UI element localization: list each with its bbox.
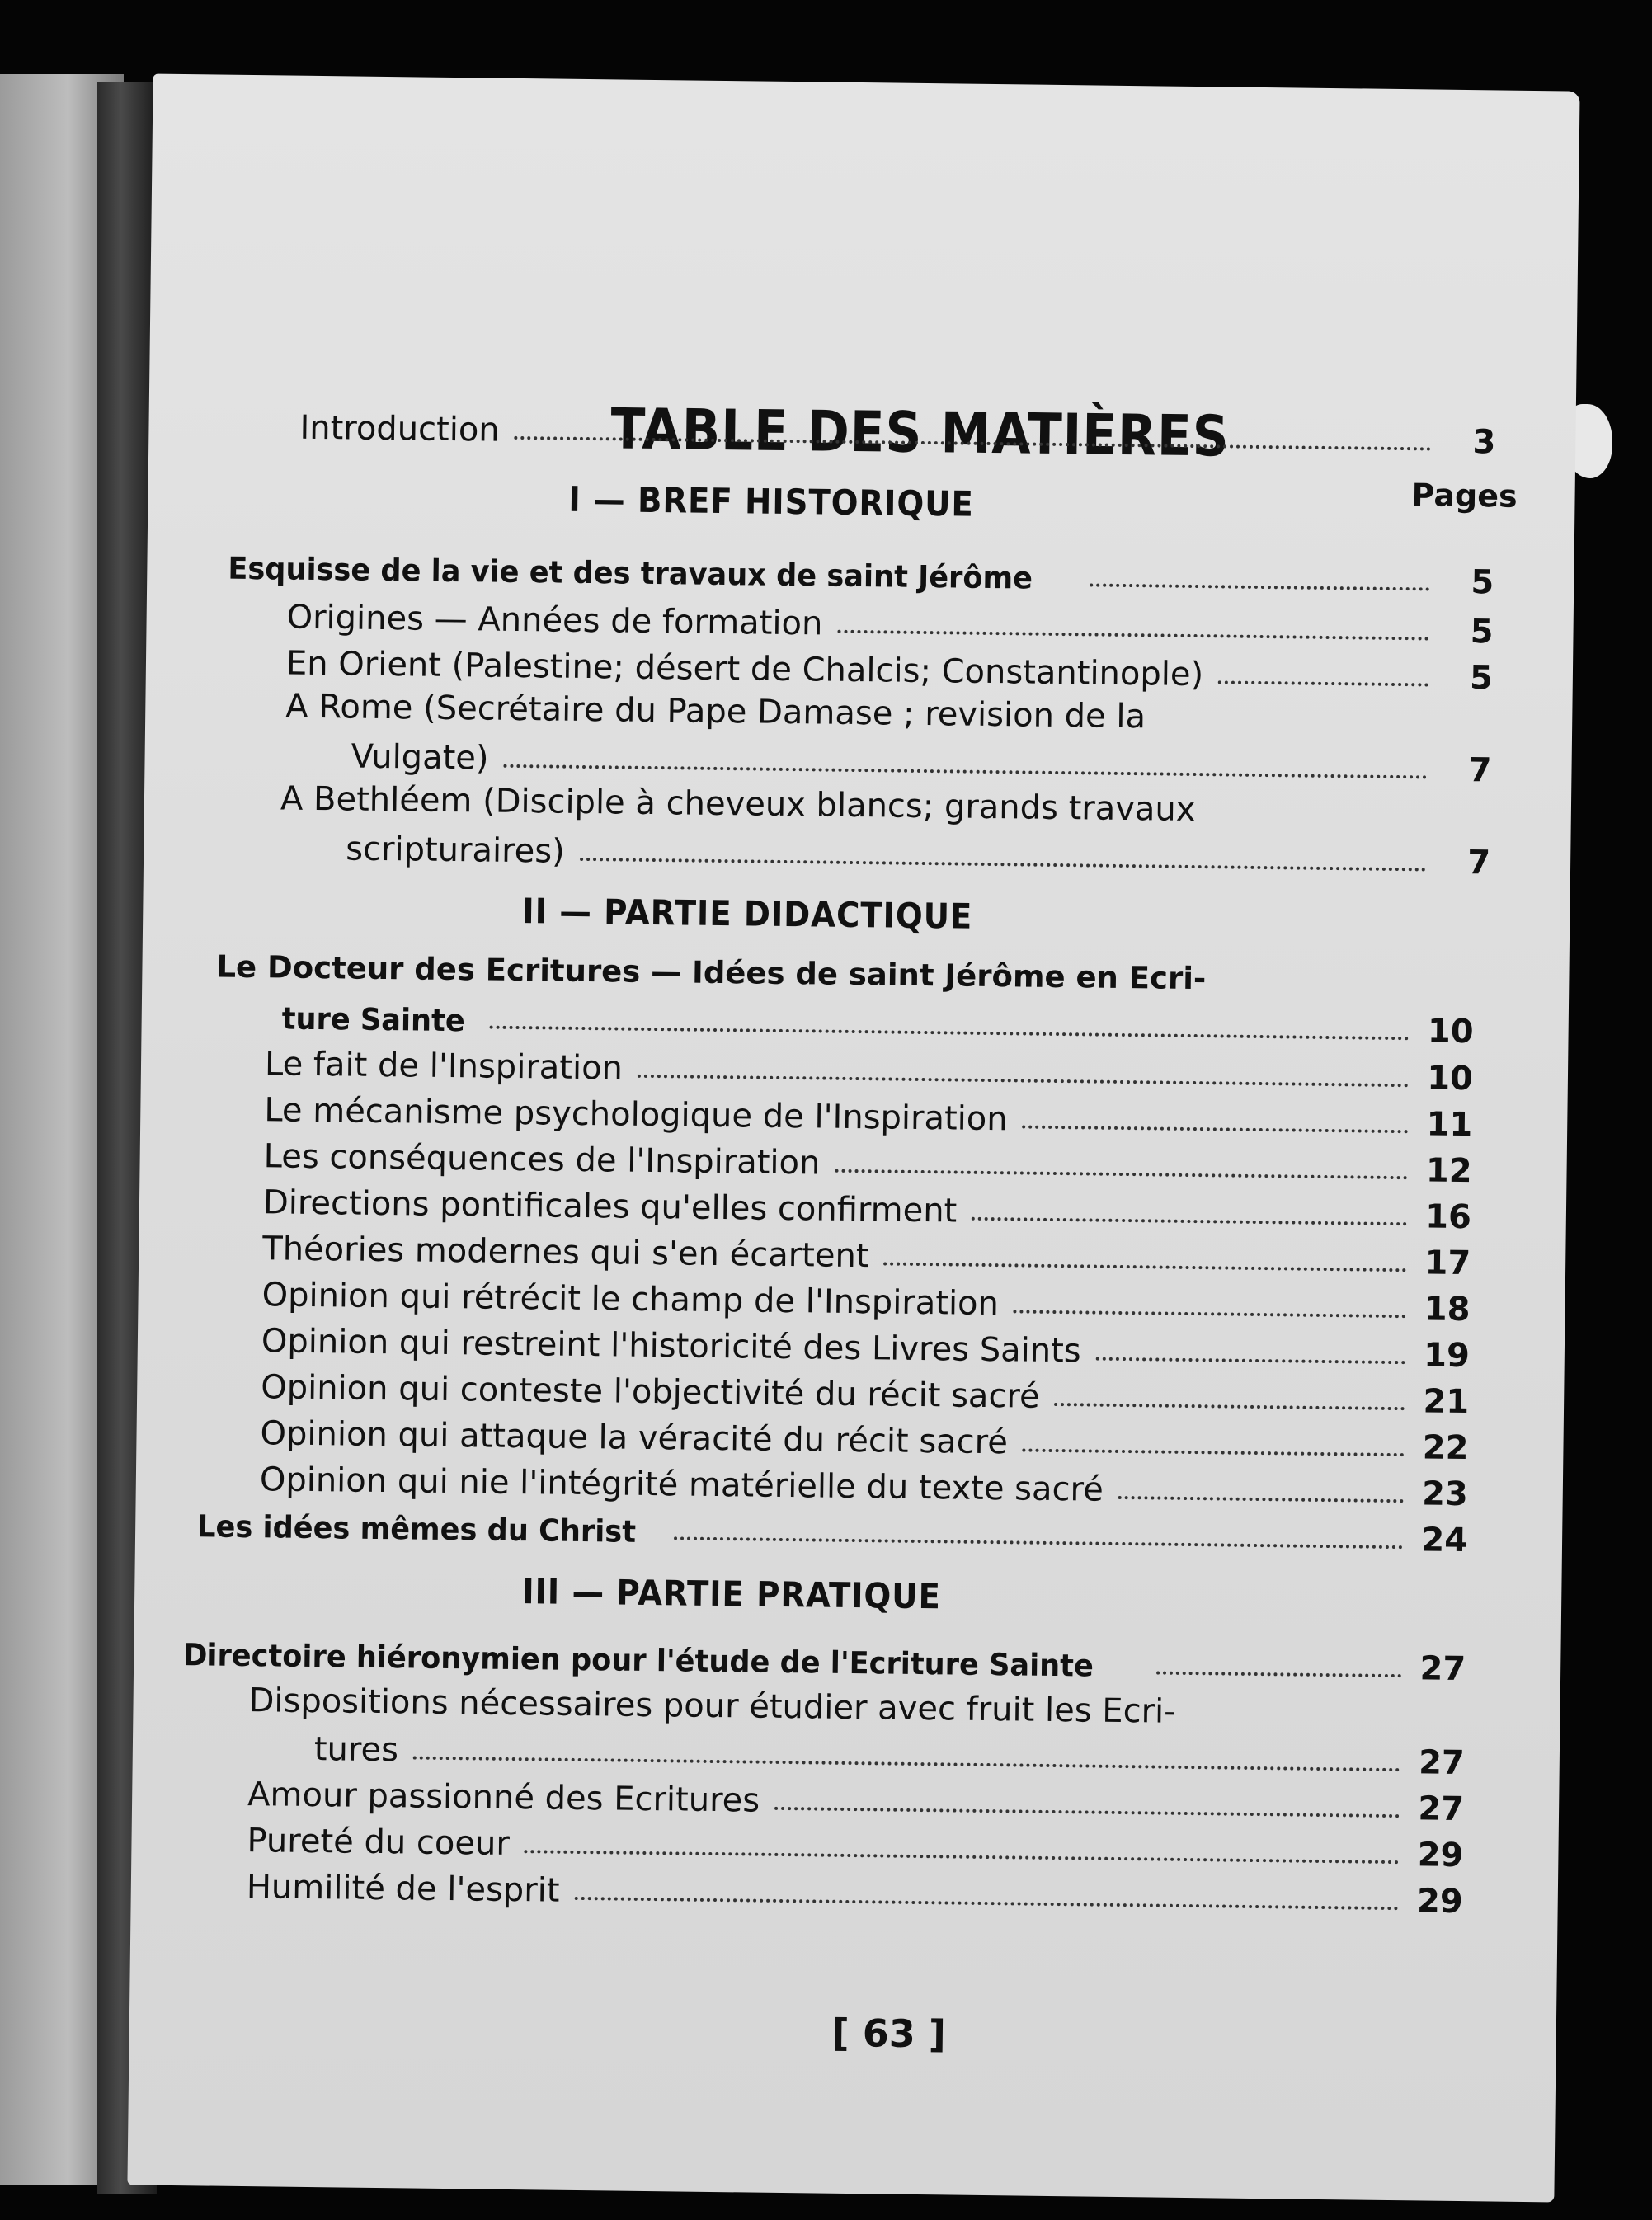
toc-entry-page: 5 [1469,659,1494,698]
toc-entry-label: Humilité de l'esprit [246,1868,560,1910]
toc-entry-page: 7 [1468,751,1492,790]
toc-entry-page: 17 [1424,1244,1471,1283]
toc-entry-page: 22 [1422,1428,1469,1468]
toc-entry-label: tures [313,1730,399,1770]
toc-entry-bethleem [346,826,1491,882]
dot-leader [674,1536,1403,1549]
toc-entry-label: Opinion qui conteste l'objectivité du récit sacré [260,1368,1040,1416]
dot-leader [1156,1672,1401,1678]
page-title: TABLE DES MATIÈRES [609,397,1231,470]
toc-entry-label: Introduction [299,408,500,449]
toc-entry-directoire [183,1631,1466,1688]
toc-entry-label: En Orient (Palestine; désert de Chalcis; Constantinople) [285,644,1204,694]
dot-leader [525,1850,1400,1864]
toc-entry-page: 24 [1421,1521,1468,1560]
toc-entry-label: Théories modernes qui s'en écartent [262,1230,869,1276]
toc-entry-label: Esquisse de la vie et des travaux de saint Jérôme [228,550,1033,596]
dot-leader [1096,1357,1405,1365]
section-heading-3: III — PARTIE PRATIQUE [521,1571,942,1617]
toc-entry-page: 29 [1416,1882,1464,1921]
toc-entry-dispositions [314,1727,1466,1782]
toc-entry-label: Le mécanisme psychologique de l'Inspiration [264,1091,1008,1139]
toc-entry-label: Origines — Années de formation [286,598,823,643]
toc-entry-page: 21 [1423,1382,1470,1422]
toc-entry-page: 7 [1467,844,1491,882]
toc-entry-page: 23 [1421,1475,1469,1514]
toc-entry-rome-line1: A Rome (Secrétaire du Pape Damase ; revision de la [285,687,1146,736]
toc-entry-label: ture Sainte [281,1000,465,1039]
dot-leader [1090,583,1429,590]
toc-entry-page: 3 [1472,423,1496,462]
toc-entry-docteur [281,995,1474,1051]
toc-entry-label: Les idées mêmes du Christ [196,1508,637,1550]
toc-entry-bethleem-line1: A Bethléem (Disciple à cheveux blancs; grands travaux [280,779,1196,830]
dot-leader [1014,1310,1406,1318]
toc-entry-page: 27 [1419,1649,1466,1689]
toc-entry-page: 27 [1418,1743,1466,1783]
dot-leader [1055,1403,1405,1410]
toc-entry-label: Opinion qui restreint l'historicité des Livres Saints [261,1322,1081,1371]
dot-leader [638,1075,1409,1087]
dot-leader [837,630,1428,641]
dot-leader [774,1807,1400,1818]
toc-entry-origines [286,595,1494,651]
toc-entry-label: Le fait de l'Inspiration [264,1045,624,1088]
toc-entry-page: 10 [1426,1059,1474,1098]
toc-entry-label: Directoire hiéronymien pour l'étude de l'Ecriture Sainte [183,1637,1094,1684]
toc-entry-page: 5 [1471,563,1494,602]
dot-leader [413,1757,1400,1772]
toc-entry-idees [197,1503,1467,1559]
toc-entry-label: Directions pontificales qu'elles confirment [262,1183,958,1230]
dot-leader [835,1169,1407,1179]
toc-entry-page: 29 [1417,1836,1464,1875]
dot-leader [972,1217,1407,1225]
toc-entry-label: Vulgate) [351,737,489,778]
toc-entry-label: Opinion qui nie l'intégrité matérielle du texte sacré [259,1460,1104,1509]
page-number: [ 63 ] [831,2010,947,2057]
toc-entry-page: 11 [1426,1105,1473,1145]
section-heading-2: II — PARTIE DIDACTIQUE [522,891,973,937]
dot-leader [1218,680,1428,686]
dot-leader [503,764,1427,779]
toc-entry-humilite [247,1865,1464,1921]
toc-entry-label: Les conséquences de l'Inspiration [263,1137,821,1183]
toc-entry-page: 10 [1427,1012,1474,1051]
dot-leader [515,436,1432,451]
pages-column-header: Pages [1411,477,1518,515]
dot-leader [580,858,1426,872]
toc-entry-dispositions-line1: Dispositions nécessaires pour étudier avec fruit les Ecri- [248,1681,1176,1731]
toc-entry-page: 5 [1470,613,1494,651]
toc-entry-label: Pureté du coeur [247,1822,511,1863]
dot-leader [489,1026,1409,1041]
toc-entry-page: 19 [1423,1336,1471,1376]
toc-entry-docteur-line1: Le Docteur des Ecritures — Idées de saint Jérôme en Ecri- [216,948,1207,997]
dot-leader [574,1897,1398,1910]
toc-entry-label: Opinion qui rétrécit le champ de l'Inspiration [261,1276,1000,1324]
toc-entry-page: 27 [1418,1790,1465,1829]
toc-entry-page: 12 [1425,1151,1472,1191]
toc-entry-page: 16 [1424,1197,1472,1237]
dot-leader [1118,1496,1404,1503]
book-page [127,74,1579,2203]
toc-entry-page: 18 [1424,1290,1471,1329]
dot-leader [883,1262,1406,1272]
toc-entry-esquisse [228,545,1494,602]
toc-entry-label: Opinion qui attaque la véracité du récit sacré [260,1414,1009,1462]
toc-entry-label: Amour passionné des Ecritures [247,1776,760,1820]
toc-entry-rome [351,735,1492,790]
dot-leader [1023,1449,1405,1457]
toc-entry-label: scripturaires) [345,830,566,871]
dot-leader [1023,1125,1409,1133]
toc-entry-introduction [299,406,1496,462]
section-heading-1: I — BREF HISTORIQUE [568,478,975,524]
